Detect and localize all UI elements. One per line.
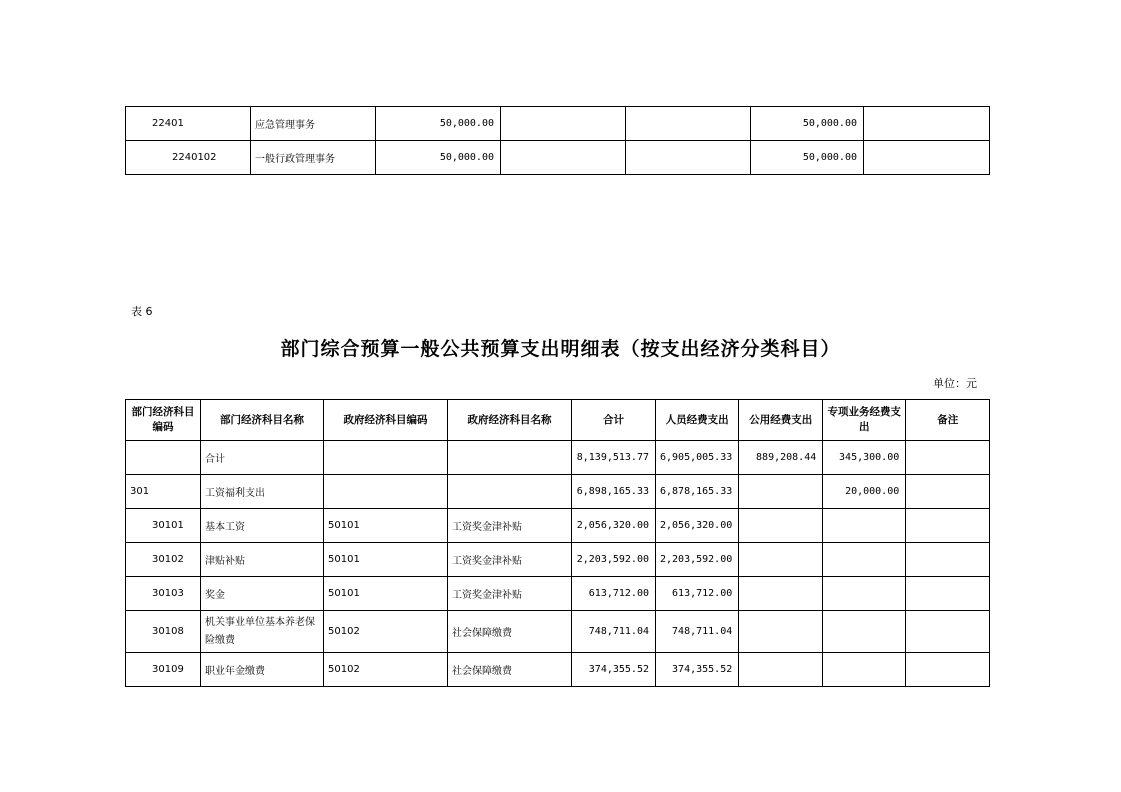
cell-personnel: 748,711.04	[656, 611, 739, 653]
cell-dept-code: 30108	[126, 611, 201, 653]
table-row	[126, 107, 990, 141]
cell-gov-name	[448, 441, 572, 475]
cell-c5	[626, 107, 751, 141]
cell-total: 748,711.04	[572, 611, 656, 653]
cell-gov-name	[448, 475, 572, 509]
cell-special	[823, 653, 906, 687]
header-public: 公用经费支出	[739, 400, 823, 441]
cell-special: 345,300.00	[823, 441, 906, 475]
cell-gov-code: 50102	[324, 653, 448, 687]
cell-special	[823, 509, 906, 543]
cell-name: 应急管理事务	[251, 107, 376, 141]
header-personnel: 人员经费支出	[656, 400, 739, 441]
cell-public	[739, 509, 823, 543]
header-note: 备注	[906, 400, 990, 441]
cell-total: 374,355.52	[572, 653, 656, 687]
cell-total: 2,056,320.00	[572, 509, 656, 543]
cell-special	[823, 611, 906, 653]
table-header-row	[126, 400, 990, 441]
cell-dept-name: 职业年金缴费	[201, 653, 324, 687]
cell-c7	[864, 107, 990, 141]
cell-dept-code: 30102	[126, 543, 201, 577]
header-dept-name: 部门经济科目名称	[201, 400, 324, 441]
cell-personnel: 6,878,165.33	[656, 475, 739, 509]
cell-dept-name: 机关事业单位基本养老保险缴费	[201, 611, 324, 653]
unit-label: 单位：元	[933, 377, 977, 390]
cell-c4	[501, 107, 626, 141]
cell-gov-code	[324, 475, 448, 509]
cell-personnel: 374,355.52	[656, 653, 739, 687]
cell-public: 889,208.44	[739, 441, 823, 475]
cell-special	[823, 543, 906, 577]
cell-public	[739, 611, 823, 653]
cell-special	[823, 577, 906, 611]
cell-gov-name: 工资奖金津补贴	[448, 577, 572, 611]
cell-personnel: 6,905,005.33	[656, 441, 739, 475]
cell-gov-code: 50101	[324, 509, 448, 543]
cell-special: 20,000.00	[823, 475, 906, 509]
cell-c7	[864, 141, 990, 175]
cell-note	[906, 543, 990, 577]
table-row-total	[126, 441, 990, 475]
cell-dept-code: 30109	[126, 653, 201, 687]
cell-code: 2240102	[126, 141, 251, 175]
table-row	[126, 577, 990, 611]
previous-page-table	[125, 106, 990, 175]
cell-gov-code	[324, 441, 448, 475]
cell-total: 8,139,513.77	[572, 441, 656, 475]
cell-gov-name: 工资奖金津补贴	[448, 543, 572, 577]
cell-name: 一般行政管理事务	[251, 141, 376, 175]
cell-personnel: 2,203,592.00	[656, 543, 739, 577]
cell-dept-name: 奖金	[201, 577, 324, 611]
cell-note	[906, 611, 990, 653]
cell-total: 50,000.00	[376, 141, 501, 175]
cell-dept-code: 301	[126, 475, 201, 509]
cell-dept-code: 30101	[126, 509, 201, 543]
cell-total: 50,000.00	[376, 107, 501, 141]
table-row	[126, 653, 990, 687]
cell-dept-code	[126, 441, 201, 475]
cell-gov-code: 50101	[324, 543, 448, 577]
table-row	[126, 141, 990, 175]
cell-personnel: 2,056,320.00	[656, 509, 739, 543]
cell-note	[906, 653, 990, 687]
cell-public	[739, 475, 823, 509]
cell-dept-name: 基本工资	[201, 509, 324, 543]
header-gov-code: 政府经济科目编码	[324, 400, 448, 441]
cell-public	[739, 577, 823, 611]
cell-c6: 50,000.00	[751, 107, 864, 141]
cell-gov-name: 社会保障缴费	[448, 653, 572, 687]
budget-detail-table	[125, 399, 990, 687]
header-special: 专项业务经费支出	[823, 400, 906, 441]
table-row	[126, 543, 990, 577]
cell-note	[906, 441, 990, 475]
cell-gov-name: 工资奖金津补贴	[448, 509, 572, 543]
cell-dept-name: 津贴补贴	[201, 543, 324, 577]
cell-total: 2,203,592.00	[572, 543, 656, 577]
cell-personnel: 613,712.00	[656, 577, 739, 611]
cell-c6: 50,000.00	[751, 141, 864, 175]
cell-total: 613,712.00	[572, 577, 656, 611]
header-gov-name: 政府经济科目名称	[448, 400, 572, 441]
cell-public	[739, 653, 823, 687]
header-dept-code: 部门经济科目编码	[126, 400, 201, 441]
header-total: 合计	[572, 400, 656, 441]
cell-dept-code: 30103	[126, 577, 201, 611]
table-row	[126, 509, 990, 543]
cell-gov-code: 50101	[324, 577, 448, 611]
cell-note	[906, 509, 990, 543]
cell-dept-name: 合计	[201, 441, 324, 475]
cell-gov-code: 50102	[324, 611, 448, 653]
cell-c5	[626, 141, 751, 175]
table-number-label: 表 6	[131, 305, 153, 318]
cell-note	[906, 475, 990, 509]
cell-gov-name: 社会保障缴费	[448, 611, 572, 653]
cell-note	[906, 577, 990, 611]
cell-total: 6,898,165.33	[572, 475, 656, 509]
table-row	[126, 611, 990, 653]
cell-code: 22401	[126, 107, 251, 141]
cell-c4	[501, 141, 626, 175]
cell-dept-name: 工资福利支出	[201, 475, 324, 509]
table-row	[126, 475, 990, 509]
page-title: 部门综合预算一般公共预算支出明细表（按支出经济分类科目）	[280, 338, 841, 360]
cell-public	[739, 543, 823, 577]
